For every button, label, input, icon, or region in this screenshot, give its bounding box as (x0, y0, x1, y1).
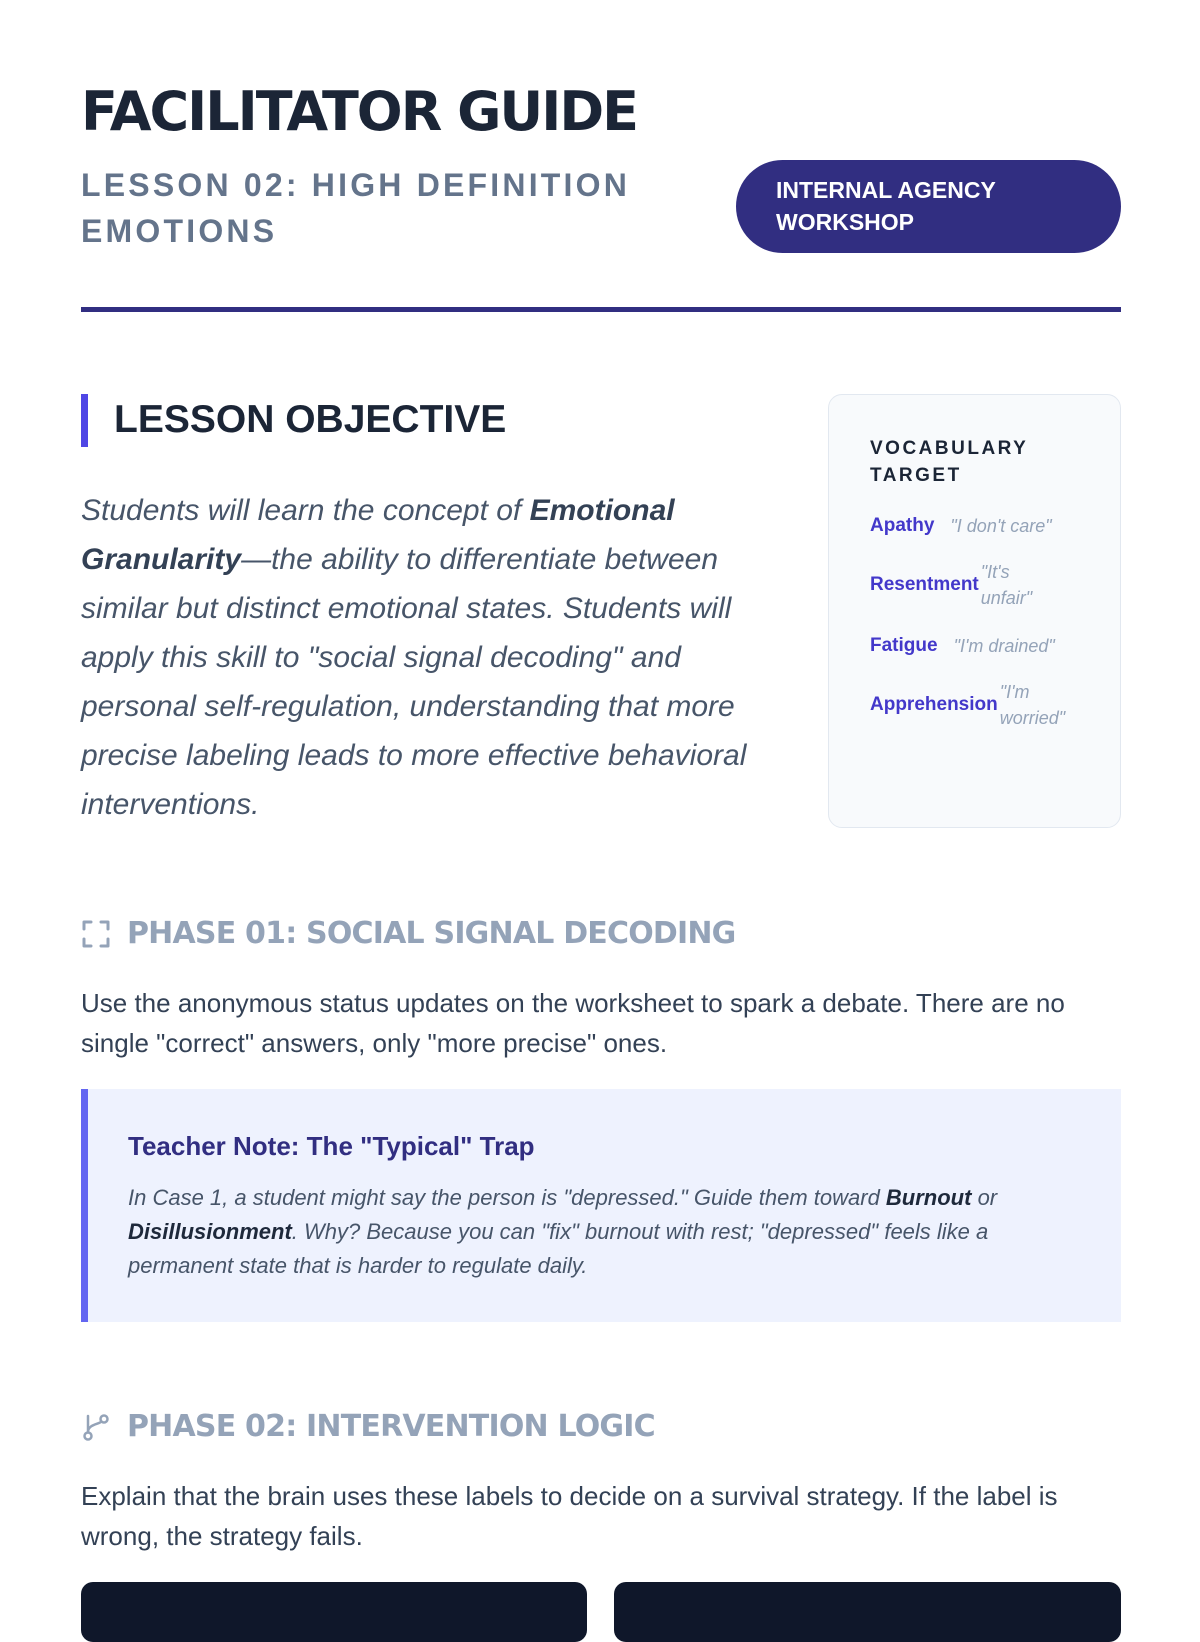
vocab-item (870, 559, 1061, 611)
vocabulary-card (828, 394, 1121, 828)
vocab-item (870, 513, 1080, 539)
header-divider (81, 307, 1121, 312)
vocabulary-title: VOCABULARY TARGET (870, 438, 1029, 486)
teacher-note (81, 1089, 1121, 1322)
phase-01-title: PHASE 01: SOCIAL SIGNAL DECODING (127, 916, 736, 951)
workshop-badge: INTERNAL AGENCY WORKSHOP (736, 160, 1121, 253)
phase-02-title: PHASE 02: INTERVENTION LOGIC (127, 1409, 655, 1444)
vocab-term: Apprehension (870, 694, 998, 715)
objective-text (81, 486, 761, 829)
vocab-item (870, 679, 1080, 731)
strategy-card-right (614, 1582, 1121, 1642)
vocab-term: Fatigue (870, 635, 938, 656)
note-term-burnout: Burnout (885, 1185, 972, 1210)
phase-02-header (81, 1409, 655, 1444)
objective-heading: LESSON OBJECTIVE (114, 398, 507, 441)
git-branch-icon (81, 1412, 111, 1442)
vocab-definition: "It's unfair" (980, 562, 1033, 608)
objective-text-end: —the ability to differentiate between similar but distinct emotional states. Students will apply this skill to "social signal decoding" and personal self-regulation, understanding that more precise labeling leads to more effective behavioral interventions. (81, 543, 747, 821)
vocab-definition: "I'm worried" (999, 682, 1066, 728)
note-text-part: or (971, 1185, 998, 1210)
vocab-term: Apathy (870, 515, 935, 536)
vocab-definition: "I'm drained" (953, 636, 1055, 656)
objective-term: Emotional Granularity (81, 494, 675, 576)
vocab-term: Resentment (870, 574, 979, 595)
vocab-definition: "I don't care" (950, 516, 1052, 536)
objective-accent-bar (81, 394, 88, 447)
lesson-subtitle: LESSON 02: HIGH DEFINITION EMOTIONS (81, 167, 631, 249)
teacher-note-text (128, 1181, 1081, 1283)
note-text-part: . Why? Because you can "fix" burnout with rest; "depressed" feels like a permanent state that is harder to regulate daily. (128, 1219, 989, 1278)
note-text-part: In Case 1, a student might say the person is "depressed." Guide them toward (128, 1185, 886, 1210)
phase-01-header (81, 916, 736, 951)
vocab-item (870, 633, 1084, 659)
phase-02-body: Explain that the brain uses these labels to decide on a survival strategy. If the label is wrong, the strategy fails. (81, 1481, 1058, 1551)
strategy-card-left (81, 1582, 587, 1642)
note-term-disillusionment: Disillusionment (128, 1219, 292, 1244)
phase-01-body: Use the anonymous status updates on the worksheet to spark a debate. There are no single "correct" answers, only "more precise" ones. (81, 988, 1065, 1058)
teacher-note-title: Teacher Note: The "Typical" Trap (128, 1131, 535, 1161)
page-title: FACILITATOR GUIDE (81, 80, 638, 143)
scan-frame-icon (81, 919, 111, 949)
objective-text-start: Students will learn the concept of (81, 494, 530, 527)
